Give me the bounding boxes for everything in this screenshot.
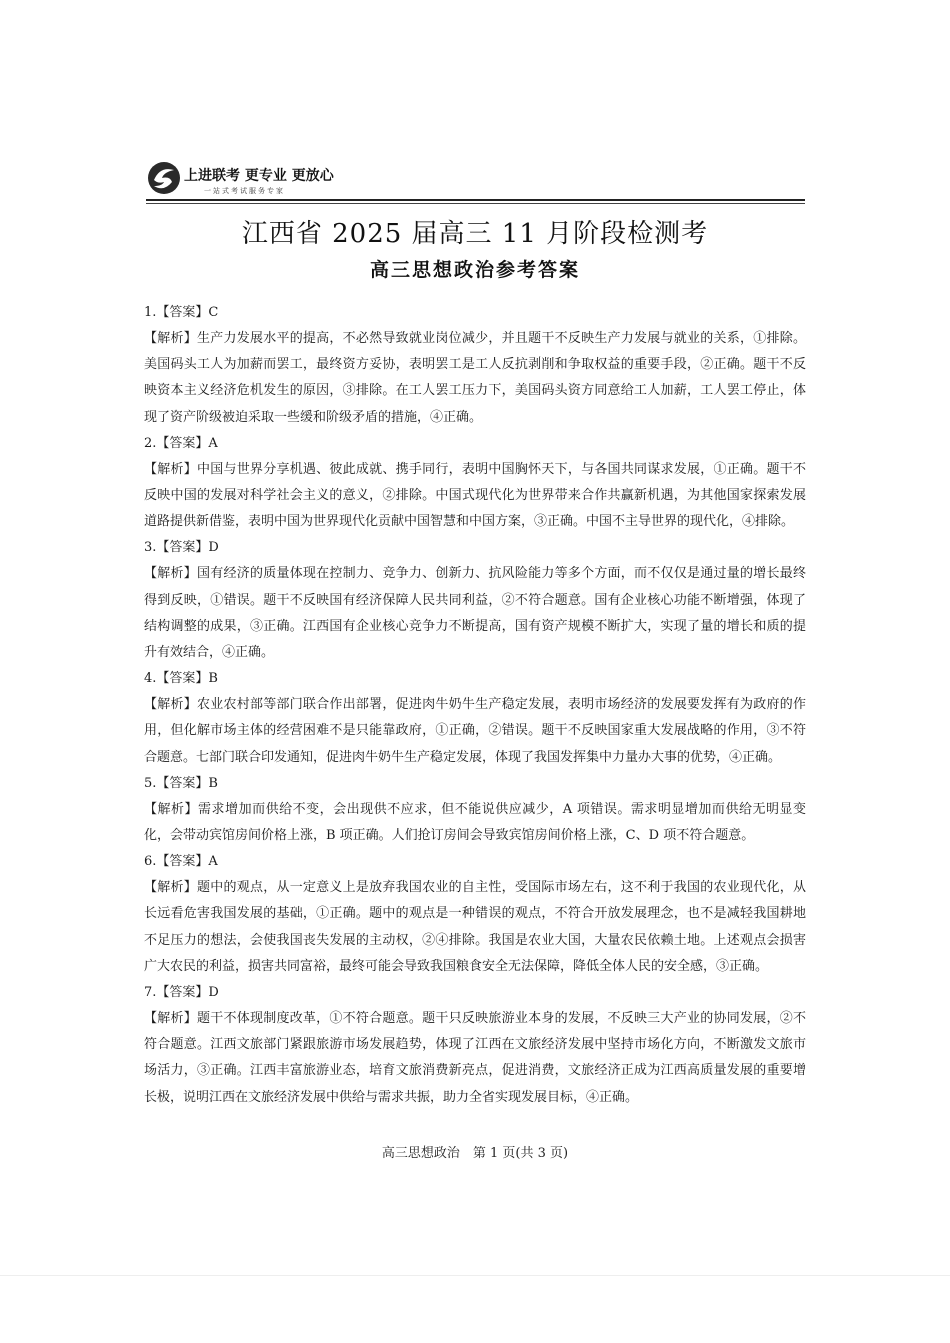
slogan-subtitle: 一站式考试服务专家 bbox=[204, 187, 285, 195]
page-bottom-divider bbox=[0, 1275, 950, 1276]
page-title: 江西省 2025 届高三 11 月阶段检测考 bbox=[241, 219, 709, 249]
logo-mark-icon bbox=[146, 160, 182, 196]
slogan: 上进联考 更专业 更放心 bbox=[184, 168, 334, 184]
page-subtitle: 高三思想政治参考答案 bbox=[369, 259, 580, 281]
answer-list bbox=[144, 300, 806, 1111]
question-6 bbox=[144, 849, 806, 980]
answer-line: 4.【答案】B bbox=[144, 671, 218, 687]
answer-line: 2.【答案】A bbox=[144, 435, 218, 451]
question-4 bbox=[144, 666, 806, 771]
explanation: 【解析】生产力发展水平的提高，不必然导致就业岗位减少，并且题干不反映生产力发展与就业的关系，①排除。美国码头工人为加薪而罢工，最终资方妥协，表明罢工是工人反抗剥削和争取权益的重要手段，②正确。题干不反映资本主义经济危机发生的原因，③排除。在工人罢工压力下，美国码头资方同意给工人加薪，工人罢工停止，体现了资产阶级被迫采取一些缓和阶级矛盾的措施，④正确。 bbox=[144, 331, 806, 425]
page-footer: 高三思想政治 第 1 页(共 3 页) bbox=[381, 1146, 569, 1161]
explanation: 【解析】需求增加而供给不变，会出现供不应求，但不能说供应减少，A 项错误。需求明显增加而供给无明显变化，会带动宾馆房间价格上涨，B 项正确。人们抢订房间会导致宾馆房间价格上涨，C、D 项不符合题意。 bbox=[144, 801, 806, 844]
question-3 bbox=[144, 535, 806, 666]
explanation: 【解析】中国与世界分享机遇、彼此成就、携手同行，表明中国胸怀天下，与各国共同谋求发展，①正确。题干不反映中国的发展对科学社会主义的意义，②排除。中国式现代化为世界带来合作共赢新机遇，为其他国家探索发展道路提供新借鉴，表明中国为世界现代化贡献中国智慧和中国方案，③正确。中国不主导世界的现代化，④排除。 bbox=[144, 461, 806, 530]
explanation: 【解析】题中的观点，从一定意义上是放弃我国农业的自主性，受国际市场左右，这不利于我国的农业现代化，从长远看危害我国发展的基础，①正确。题中的观点是一种错误的观点，不符合开放发展理念，也不是减轻我国耕地不足压力的想法，会使我国丧失发展的主动权，②④排除。我国是农业大国，大量农民依赖土地。上述观点会损害广大农民的利益，损害共同富裕，最终可能会导致我国粮食安全无法保障，降低全体人民的安全感，③正确。 bbox=[144, 880, 806, 974]
explanation: 【解析】农业农村部等部门联合作出部署，促进肉牛奶牛生产稳定发展，表明市场经济的发展要发挥有为政府的作用，但化解市场主体的经营困难不是只能靠政府，①正确，②错误。题干不反映国家重大发展战略的作用，③不符合题意。七部门联合印发通知，促进肉牛奶牛生产稳定发展，体现了我国发挥集中力量办大事的优势，④正确。 bbox=[144, 697, 806, 765]
explanation: 【解析】题干不体现制度改革，①不符合题意。题干只反映旅游业本身的发展，不反映三大产业的协同发展，②不符合题意。江西文旅部门紧跟旅游市场发展趋势，体现了江西在文旅经济发展中坚持市场化方向，不断激发文旅市场活力，③正确。江西丰富旅游业态，培育文旅消费新亮点，促进消费，文旅经济正成为江西高质量发展的重要增长极，说明江西在文旅经济发展中供给与需求共振，助力全省实现发展目标，④正确。 bbox=[144, 1011, 806, 1105]
question-2 bbox=[144, 431, 806, 536]
publisher-logo bbox=[146, 160, 346, 200]
question-1 bbox=[144, 300, 806, 431]
question-5 bbox=[144, 771, 806, 849]
header-rule-thin bbox=[146, 203, 805, 204]
question-7 bbox=[144, 980, 806, 1111]
answer-line: 5.【答案】B bbox=[144, 775, 218, 791]
answer-line: 1.【答案】C bbox=[144, 305, 219, 320]
answer-line: 6.【答案】A bbox=[144, 854, 218, 870]
answer-line: 3.【答案】D bbox=[144, 540, 219, 556]
header-rule bbox=[146, 199, 805, 201]
answer-line: 7.【答案】D bbox=[144, 985, 219, 1001]
explanation: 【解析】国有经济的质量体现在控制力、竞争力、创新力、抗风险能力等多个方面，而不仅仅是通过量的增长最终得到反映，①错误。题干不反映国有经济保障人民共同利益，②不符合题意。国有企业核心功能不断增强，体现了结构调整的成果，③正确。江西国有企业核心竞争力不断提高，国有资产规模不断扩大，实现了量的增长和质的提升有效结合，④正确。 bbox=[144, 566, 806, 661]
